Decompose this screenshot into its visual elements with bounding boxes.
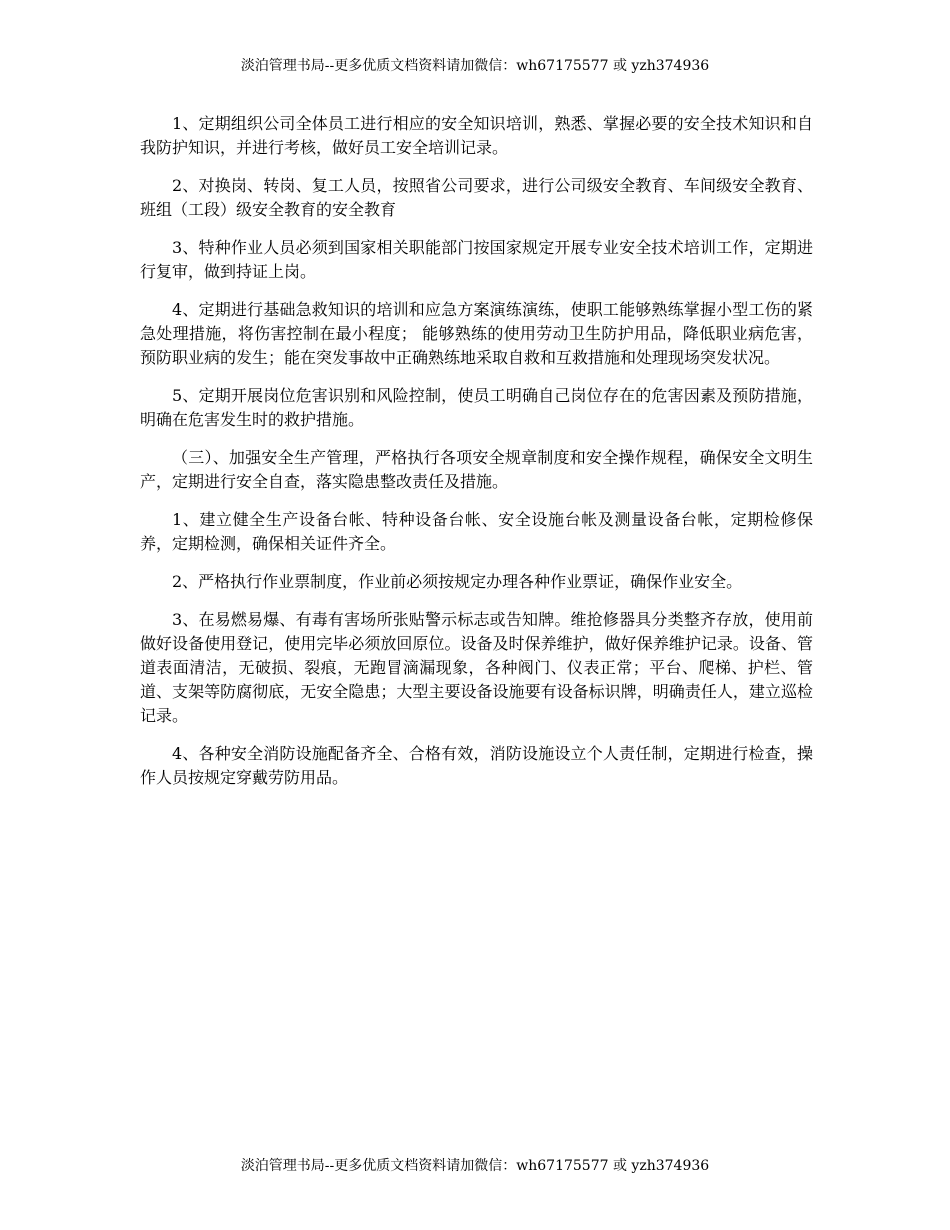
paragraph-1: 1、定期组织公司全体员工进行相应的安全知识培训，熟悉、掌握必要的安全技术知识和自我防护知识，并进行考核，做好员工安全培训记录。 (140, 114, 813, 157)
paragraph-3: 3、特种作业人员必须到国家相关职能部门按国家规定开展专业安全技术培训工作，定期进行复审，做到持证上岗。 (140, 238, 813, 281)
paragraph-6: 1、建立健全生产设备台帐、特种设备台帐、安全设施台帐及测量设备台帐，定期检修保养，定期检测，确保相关证件齐全。 (140, 510, 813, 553)
page-header: 淡泊管理书局--更多优质文档资料请加微信：wh67175577 或 yzh374936 (240, 58, 710, 74)
paragraph-2: 2、对换岗、转岗、复工人员，按照省公司要求，进行公司级安全教育、车间级安全教育、 班组（工段）级安全教育的安全教育 (140, 176, 813, 219)
paragraph-8: 3、在易燃易爆、有毒有害场所张贴警示标志或告知牌。维抢修器具分类整齐存放，使用前做好设备使用登记，使用完毕必须放回原位。设备及时保养维护，做好保养维护记录。设备、管道表面清洁，无破损、裂痕，无跑冒滴漏现象，各种阀门、仪表正常；平台、爬梯、护栏、管道、支架等防腐彻底，无安全隐患；大型主要设备设施要有设备标识牌，明确责任人，建立巡检记录。 (140, 610, 813, 725)
section-heading-paragraph: （三）、加强安全生产管理，严格执行各项安全规章制度和安全操作规程，确保安全文明生产，定期进行安全自查，落实隐患整改责任及措施。 (140, 448, 813, 491)
paragraph-7: 2、严格执行作业票制度，作业前必须按规定办理各种作业票证，确保作业安全。 (172, 572, 743, 591)
paragraph-4: 4、定期进行基础急救知识的培训和应急方案演练演练，使职工能够熟练掌握小型工伤的紧急处理措施，将伤害控制在最小程度； 能够熟练的使用劳动卫生防护用品，降低职业病危害，预防职业病的发生；能在突发事故中正确熟练地采取自救和互救措施和处理现场突发状况。 (140, 300, 813, 367)
paragraph-5: 5、定期开展岗位危害识别和风险控制，使员工明确自己岗位存在的危害因素及预防措施，明确在危害发生时的救护措施。 (140, 386, 813, 429)
document-body (140, 112, 813, 804)
page-footer: 淡泊管理书局--更多优质文档资料请加微信：wh67175577 或 yzh374936 (240, 1158, 710, 1174)
paragraph-9: 4、各种安全消防设施配备齐全、合格有效，消防设施设立个人责任制，定期进行检查，操作人员按规定穿戴劳防用品。 (140, 744, 813, 787)
